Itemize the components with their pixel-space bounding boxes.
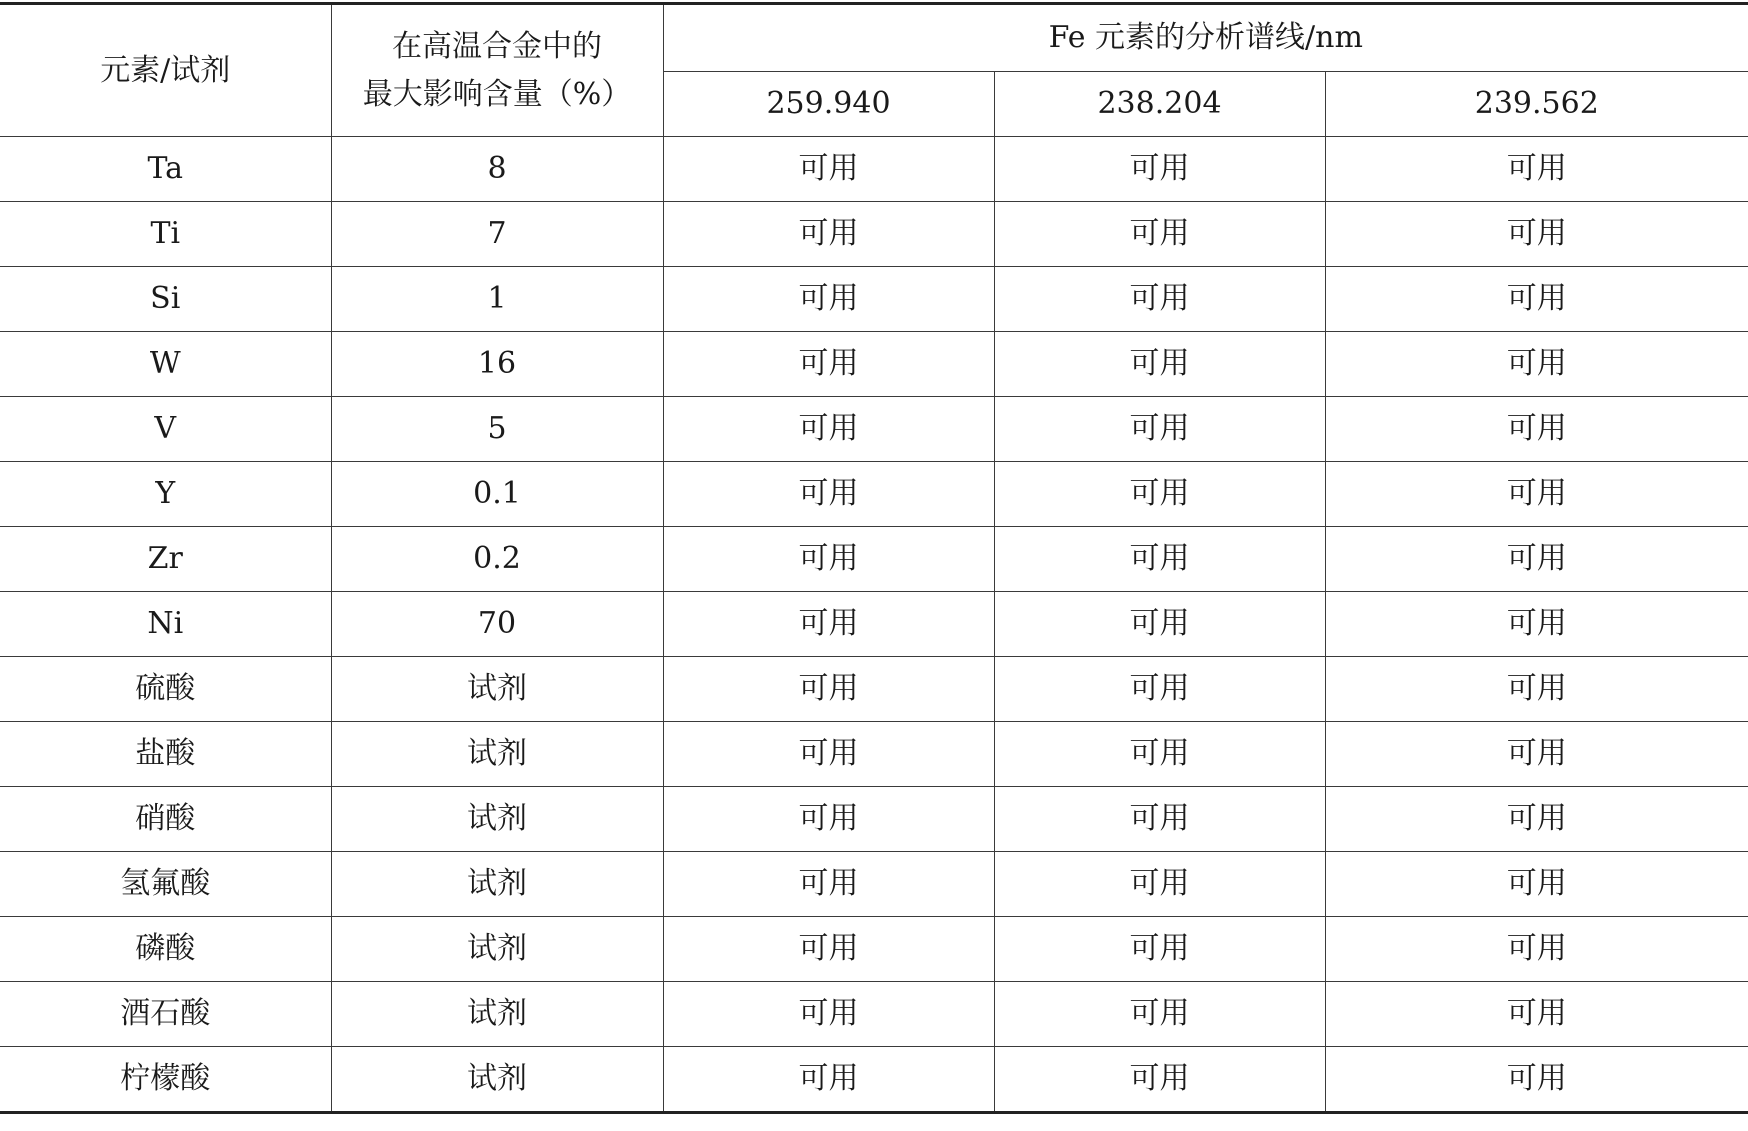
cell-wl3-status: 可用: [1325, 332, 1748, 397]
cell-wl2-status: 可用: [994, 592, 1325, 657]
cell-max-content: 0.2: [331, 527, 663, 592]
cell-wl2-status: 可用: [994, 137, 1325, 202]
cell-max-content: 1: [331, 267, 663, 332]
cell-element: 柠檬酸: [0, 1047, 331, 1113]
header-row-top: [0, 4, 1748, 72]
cell-wl3-status: 可用: [1325, 267, 1748, 332]
cell-wl2-status: 可用: [994, 722, 1325, 787]
table-row: [0, 1047, 1748, 1113]
cell-wl1-status: 可用: [663, 137, 994, 202]
cell-wl3-status: 可用: [1325, 527, 1748, 592]
interference-table: [0, 2, 1748, 1114]
cell-wl1-status: 可用: [663, 267, 994, 332]
cell-wl3-status: 可用: [1325, 917, 1748, 982]
cell-element: V: [0, 397, 331, 462]
cell-element: 酒石酸: [0, 982, 331, 1047]
cell-wl2-status: 可用: [994, 527, 1325, 592]
table-row: [0, 917, 1748, 982]
cell-element: Y: [0, 462, 331, 527]
table-header: [0, 4, 1748, 137]
cell-wl1-status: 可用: [663, 657, 994, 722]
cell-element: Si: [0, 267, 331, 332]
cell-wl3-status: 可用: [1325, 722, 1748, 787]
cell-max-content: 0.1: [331, 462, 663, 527]
cell-element: 磷酸: [0, 917, 331, 982]
table-row: [0, 267, 1748, 332]
cell-wl1-status: 可用: [663, 787, 994, 852]
cell-wl2-status: 可用: [994, 267, 1325, 332]
cell-element: 盐酸: [0, 722, 331, 787]
table-row: [0, 657, 1748, 722]
cell-wl3-status: 可用: [1325, 787, 1748, 852]
header-wavelength-1: 259.940: [663, 72, 994, 137]
cell-element: 氢氟酸: [0, 852, 331, 917]
table-body: [0, 137, 1748, 1113]
cell-wl1-status: 可用: [663, 1047, 994, 1113]
cell-wl2-status: 可用: [994, 202, 1325, 267]
table-row: [0, 332, 1748, 397]
cell-element: W: [0, 332, 331, 397]
cell-wl3-status: 可用: [1325, 202, 1748, 267]
cell-wl3-status: 可用: [1325, 397, 1748, 462]
cell-wl3-status: 可用: [1325, 592, 1748, 657]
cell-wl1-status: 可用: [663, 527, 994, 592]
cell-element: Ni: [0, 592, 331, 657]
cell-wl2-status: 可用: [994, 982, 1325, 1047]
cell-max-content: 试剂: [331, 722, 663, 787]
header-fe-lines: Fe 元素的分析谱线/nm: [663, 4, 1748, 72]
cell-wl1-status: 可用: [663, 332, 994, 397]
cell-wl3-status: 可用: [1325, 1047, 1748, 1113]
table-row: [0, 722, 1748, 787]
cell-max-content: 7: [331, 202, 663, 267]
header-max-content: [331, 4, 663, 137]
cell-max-content: 试剂: [331, 917, 663, 982]
cell-max-content: 试剂: [331, 1047, 663, 1113]
header-wavelength-2: 238.204: [994, 72, 1325, 137]
cell-element: Ti: [0, 202, 331, 267]
cell-element: 硝酸: [0, 787, 331, 852]
cell-element: Ta: [0, 137, 331, 202]
table-row: [0, 982, 1748, 1047]
cell-wl3-status: 可用: [1325, 982, 1748, 1047]
cell-max-content: 8: [331, 137, 663, 202]
cell-max-content: 试剂: [331, 657, 663, 722]
header-max-content-line1: 在高温合金中的: [392, 28, 602, 64]
table-row: [0, 137, 1748, 202]
header-wavelength-3: 239.562: [1325, 72, 1748, 137]
header-max-content-line2: 最大影响含量（%）: [362, 76, 632, 112]
cell-max-content: 70: [331, 592, 663, 657]
header-element-reagent: 元素/试剂: [0, 4, 331, 137]
cell-max-content: 试剂: [331, 787, 663, 852]
cell-max-content: 试剂: [331, 852, 663, 917]
table-row: [0, 462, 1748, 527]
cell-element: Zr: [0, 527, 331, 592]
cell-wl2-status: 可用: [994, 787, 1325, 852]
cell-wl1-status: 可用: [663, 397, 994, 462]
cell-max-content: 试剂: [331, 982, 663, 1047]
cell-max-content: 5: [331, 397, 663, 462]
cell-element: 硫酸: [0, 657, 331, 722]
cell-wl2-status: 可用: [994, 657, 1325, 722]
cell-wl3-status: 可用: [1325, 462, 1748, 527]
cell-wl1-status: 可用: [663, 202, 994, 267]
cell-wl2-status: 可用: [994, 332, 1325, 397]
table-row: [0, 787, 1748, 852]
cell-wl3-status: 可用: [1325, 137, 1748, 202]
table-row: [0, 527, 1748, 592]
cell-wl2-status: 可用: [994, 462, 1325, 527]
cell-wl1-status: 可用: [663, 852, 994, 917]
cell-wl2-status: 可用: [994, 852, 1325, 917]
table-row: [0, 852, 1748, 917]
cell-wl2-status: 可用: [994, 917, 1325, 982]
cell-wl2-status: 可用: [994, 1047, 1325, 1113]
cell-wl3-status: 可用: [1325, 852, 1748, 917]
cell-wl3-status: 可用: [1325, 657, 1748, 722]
table-row: [0, 202, 1748, 267]
table-row: [0, 592, 1748, 657]
cell-wl1-status: 可用: [663, 917, 994, 982]
cell-wl1-status: 可用: [663, 462, 994, 527]
table-row: [0, 397, 1748, 462]
cell-wl1-status: 可用: [663, 982, 994, 1047]
cell-max-content: 16: [331, 332, 663, 397]
cell-wl2-status: 可用: [994, 397, 1325, 462]
cell-wl1-status: 可用: [663, 592, 994, 657]
cell-wl1-status: 可用: [663, 722, 994, 787]
